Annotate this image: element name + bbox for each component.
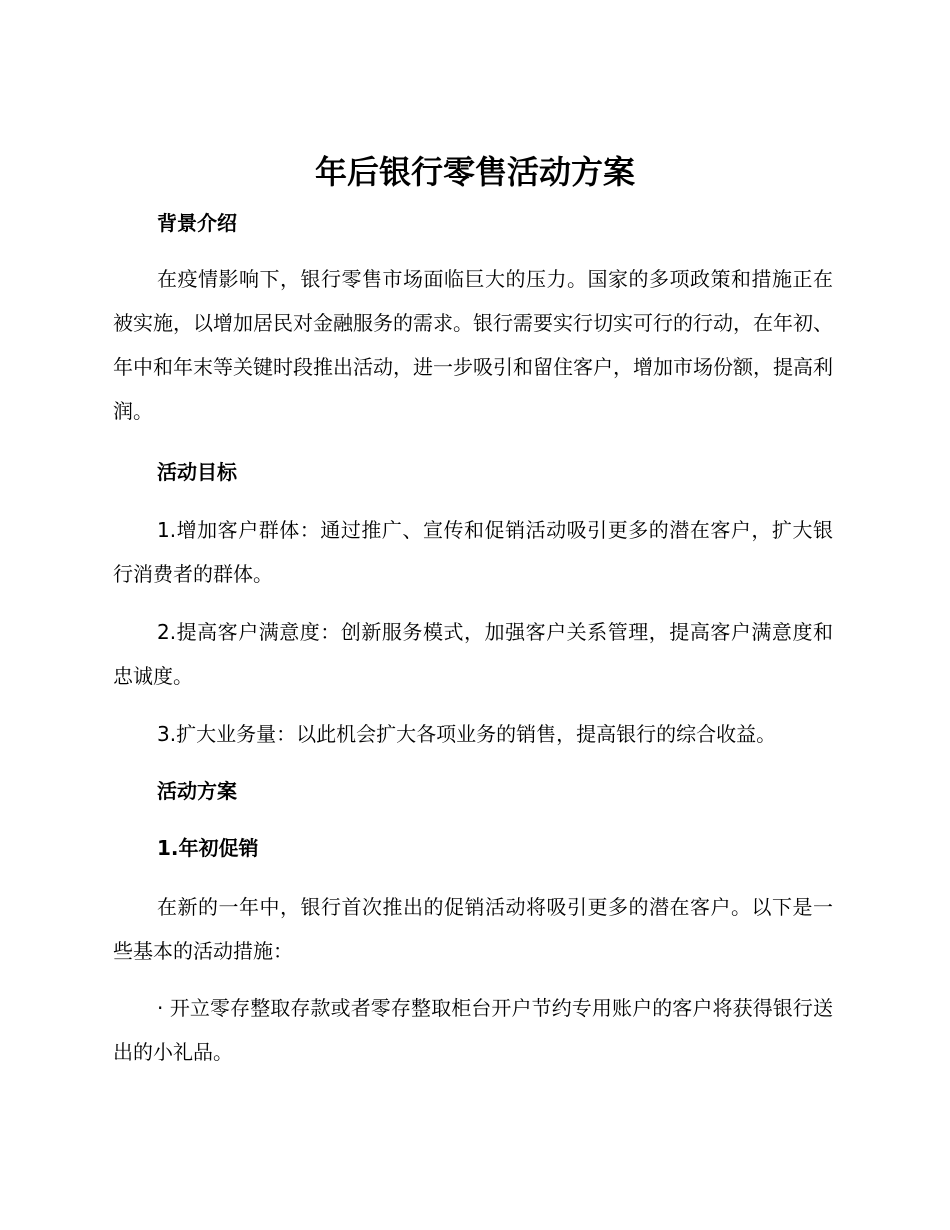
section-heading-background: 背景介绍: [157, 211, 237, 235]
document-title: 年后银行零售活动方案: [314, 153, 635, 191]
goal-item-3: 3.扩大业务量：以此机会扩大各项业务的销售，提高银行的综合收益。: [157, 722, 777, 746]
goal-item-2: 2.提高客户满意度：创新服务模式，加强客户关系管理，提高客户满意度和忠诚度。: [113, 620, 833, 688]
goal-item-1: 1.增加客户群体：通过推广、宣传和促销活动吸引更多的潜在客户，扩大银行消费者的群体。: [113, 518, 833, 586]
plan-paragraph: 在新的一年中，银行首次推出的促销活动将吸引更多的潜在客户。以下是一些基本的活动措施：: [113, 895, 833, 963]
subheading-new-year-promo: 1.年初促销: [157, 836, 259, 860]
section-heading-goals: 活动目标: [157, 460, 237, 484]
background-paragraph: 在疫情影响下，银行零售市场面临巨大的压力。国家的多项政策和措施正在被实施，以增加居民对金融服务的需求。银行需要实行切实可行的行动，在年初、年中和年末等关键时段推出活动，进一步吸引和留住客户，增加市场份额，提高利润。: [113, 267, 833, 423]
plan-bullet-item: · 开立零存整取存款或者零存整取柜台开户节约专用账户的客户将获得银行送出的小礼品。: [113, 996, 833, 1064]
section-heading-plan: 活动方案: [157, 779, 237, 803]
